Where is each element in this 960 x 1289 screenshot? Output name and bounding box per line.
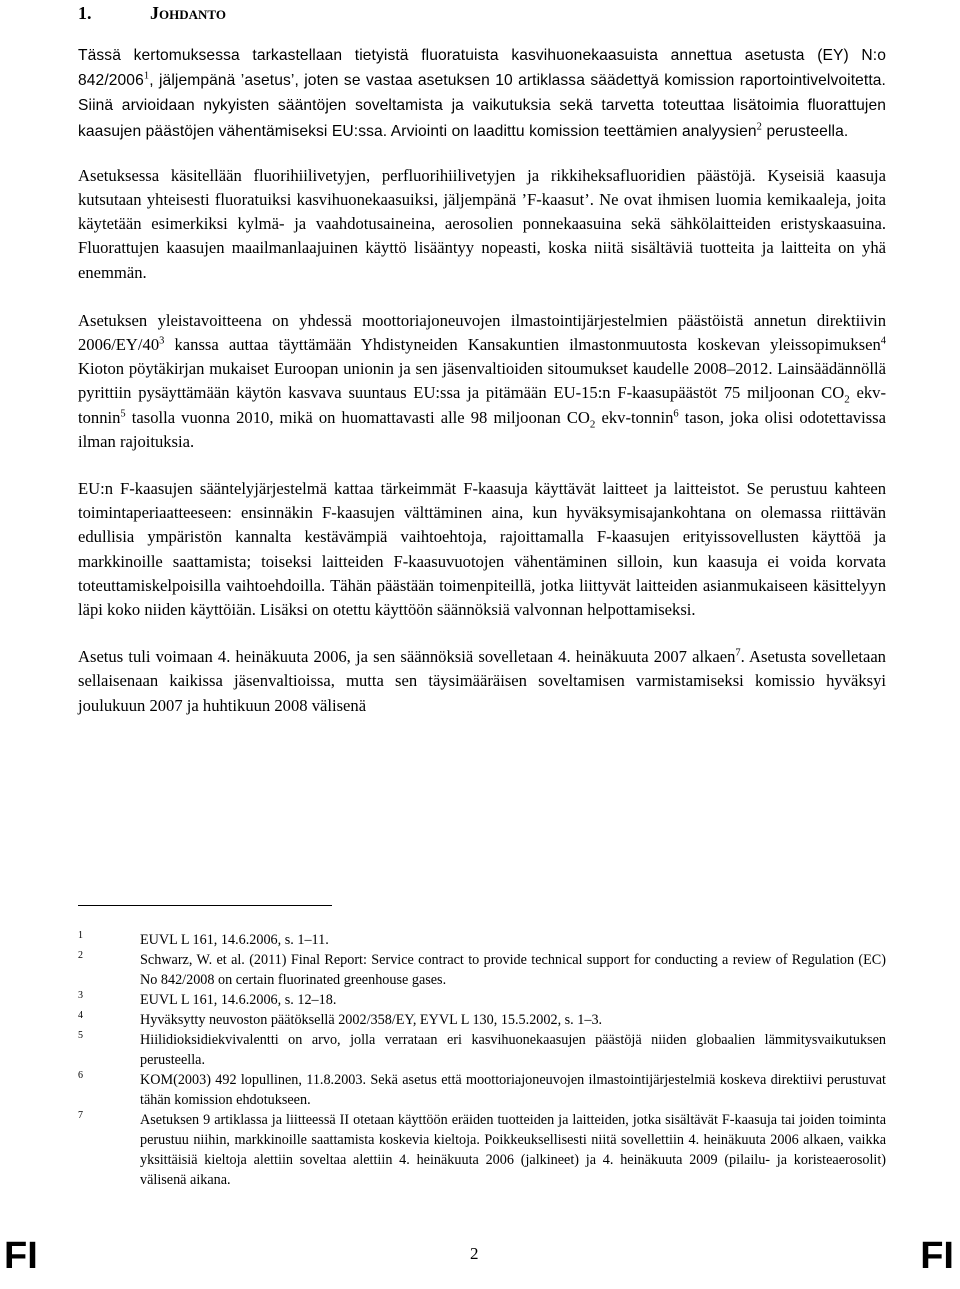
footnote-separator — [78, 905, 332, 906]
section-number: 1. — [78, 3, 92, 23]
p2-text-b: Ne ovat ihmisen luomia kemikaaleja, joita käytetään esimerkiksi kylmä- ja vaahdotusaineina, aerosolien ponnekaasuina sekä sähkölaitteiden eristyskaasuina. Fluorattujen kaasujen maailmanlaajuinen käyttö lisääntyy nopeasti, koska niitä sisältäviä tuotteita ja laitteita on yhä enemmän. — [78, 190, 886, 282]
p1-text-d: perusteella. — [762, 122, 849, 140]
p2-text-a: Asetuksessa käsitellään fluorihiilivetyjen, perfluorihiilivetyjen ja rikkiheksafluoridien päästöjä. Kyseisiä kaasuja kutsutaan yhteisesti fluoratuiksi kasvihuonekaasuiksi, jäljempänä ’F-kaasut’. — [78, 165, 886, 210]
p3-text-a: Asetuksen yleistavoitteena on yhdessä moottoriajoneuvojen ilmastointijärjestelmien päästöistä annetun direktiivin 2006/EY/40 — [78, 310, 886, 355]
footnote-5 — [78, 1030, 886, 1070]
footnote-ref-4: 4 — [880, 335, 886, 347]
language-code-right: FI — [920, 1235, 954, 1277]
main-text — [78, 43, 886, 718]
footnote-2 — [78, 950, 886, 990]
footnote-text: Schwarz, W. et al. (2011) Final Report: Service contract to provide technical support for conducting a review of Regulation (EC) No 842/2008 on certain fluorinated greenhouse gases. — [140, 952, 886, 988]
footnote-ref-2: 2 — [756, 121, 763, 133]
co2-subscript-1: 2 — [844, 393, 850, 406]
p1-text-a: Tässä kertomuksessa tarkastellaan tietyistä fluoratuista kasvihuonekaasuista annettua asetusta (EY) N:o 842/2006 — [78, 47, 886, 90]
paragraph-2 — [78, 164, 886, 285]
footnote-number: 4 — [78, 1010, 83, 1021]
footnote-6 — [78, 1070, 886, 1110]
footnote-text: Asetuksen 9 artiklassa ja liitteessä II otetaan käyttöön eräiden tuotteiden ja laitteiden, jotka sisältävät F-kaasuja tai joiden toiminta perustuu niihin, markkinoille saattamista koskevia kieltoja. Poikkeuksellisesti niitä sovellettiin 4. heinäkuuta 2006 alkaen, vaikka yksittäisiä kieltoja alettiin soveltaa alettiin 4. heinäkuuta 2006 (jalkineet) ja 4. heinäkuuta 2009 (pilailu- ja koristeaerosolit) välisenä aikana. — [140, 1112, 886, 1188]
p3-text-b: kanssa auttaa täyttämään Yhdistyneiden Kansakuntien ilmastonmuutosta koskevan yleissopimuksen — [164, 335, 881, 355]
page-number: 2 — [470, 1244, 479, 1263]
footnote-3 — [78, 990, 886, 1010]
p3-text-g: tason, joka olisi odotettavissa ilman rajoituksia. — [78, 407, 886, 451]
footnote-4 — [78, 1010, 886, 1030]
p5-text-a: Asetus tuli voimaan 4. heinäkuuta 2006, ja sen säännöksiä sovelletaan 4. heinäkuuta 2007 alkaen — [78, 647, 736, 667]
footnote-ref-6: 6 — [673, 408, 679, 420]
footnote-text: EUVL L 161, 14.6.2006, s. 1–11. — [140, 932, 329, 948]
footnote-1 — [78, 930, 886, 950]
co2-subscript-2: 2 — [589, 417, 596, 430]
section-title: Johdanto — [150, 3, 226, 23]
paragraph-3 — [78, 309, 886, 454]
footnote-text: Hyväksytty neuvoston päätöksellä 2002/358/EY, EYVL L 130, 15.5.2002, s. 1–3. — [140, 1012, 603, 1028]
footnote-ref-7: 7 — [735, 647, 741, 659]
footnote-ref-5: 5 — [120, 408, 126, 420]
footnote-number: 7 — [78, 1110, 83, 1121]
footnote-text: Hiilidioksidiekvivalentti on arvo, jolla verrataan eri kasvihuonekaasujen päästöjä niiden globaalien lämmitysvaikutuksen perusteella. — [140, 1032, 886, 1068]
p3-text-d: ekv-tonnin — [78, 383, 887, 427]
language-code-left: FI — [4, 1235, 38, 1277]
p3-text-f: ekv-tonnin — [595, 407, 674, 427]
footnote-text: EUVL L 161, 14.6.2006, s. 12–18. — [140, 992, 337, 1008]
paragraph-1 — [78, 43, 886, 144]
paragraph-4: EU:n F-kaasujen sääntelyjärjestelmä kattaa tärkeimmät F-kaasuja käyttävät laitteet ja laitteistot. Se perustuu kahteen toimintaperiaatteeseen: ensinnäkin F-kaasujen välttäminen aina, kun hyväksymisajankohtana on olemassa riittävän edullisia ympäristön kannalta kestävämpiä vaihtoehtoja, rajoittamalla F-kaasujen erityissovellusten käyttöä ja markkinoille saattamista; toiseksi laitteiden F-kaasuvuotojen vähentäminen silloin, kun kaasuja ei voida korvata toteuttamiskelpoisilla vaihtoehdoilla. Tähän päästään toimenpiteillä, jotka liittyvät laitteiden asianmukaiseen käsittelyyn läpi koko niiden käyttöiän. Lisäksi on otettu käyttöön säännöksiä valvonnan helpottamiseksi. — [78, 479, 886, 620]
footnote-ref-3: 3 — [159, 335, 165, 347]
footnote-number: 1 — [78, 930, 83, 941]
footnote-7 — [78, 1110, 886, 1190]
footnotes — [78, 930, 886, 1190]
section-heading — [78, 2, 226, 24]
footnote-number: 5 — [78, 1030, 83, 1041]
p1-text-b: , jäljempänä ’asetus’, joten se vastaa asetuksen 10 artiklassa säädettyä — [149, 72, 665, 90]
footnote-number: 3 — [78, 990, 83, 1001]
footnote-text: KOM(2003) 492 lopullinen, 11.8.2003. Sekä asetus että moottoriajoneuvojen ilmastointijärjestelmiä koskeva direktiivi perustuvat tähän komission ehdotukseen. — [140, 1072, 886, 1108]
footnote-number: 2 — [78, 950, 83, 961]
p5-text-b: . Asetusta sovelletaan sellaisenaan kaikissa jäsenvaltioissa, mutta sen täysimääräisen soveltamisen varmistamiseksi komissio hyväksyi joulukuun 2007 ja huhtikuun 2008 välisenä — [78, 647, 886, 715]
paragraph-5 — [78, 645, 886, 718]
p1-text-c: komission raportointivelvoitetta. Siinä arvioidaan nykyisten sääntöjen soveltamista ja vaikutuksia sekä tarvetta toteuttaa lisätoimia fluorattujen kaasujen päästöjen vähentämiseksi EU:ssa. Arviointi on laadittu komission teettämien analyysien — [78, 72, 886, 140]
footnote-ref-1: 1 — [143, 70, 150, 82]
p3-text-e: tasolla vuonna 2010, mikä on huomattavasti alle 98 miljoonan CO — [125, 407, 590, 427]
footnote-number: 6 — [78, 1070, 83, 1081]
p3-text-c: Kioton pöytäkirjan mukaiset Euroopan unionin ja sen jäsenvaltioiden sitoumukset kaudelle 2008–2012. Lainsäädännöllä pyrittiin pysäyttämään käytön kasvava suuntaus EU:ssa ja pitämään EU-15:n F-kaasupäästöt 75 miljoonan CO — [78, 359, 886, 403]
